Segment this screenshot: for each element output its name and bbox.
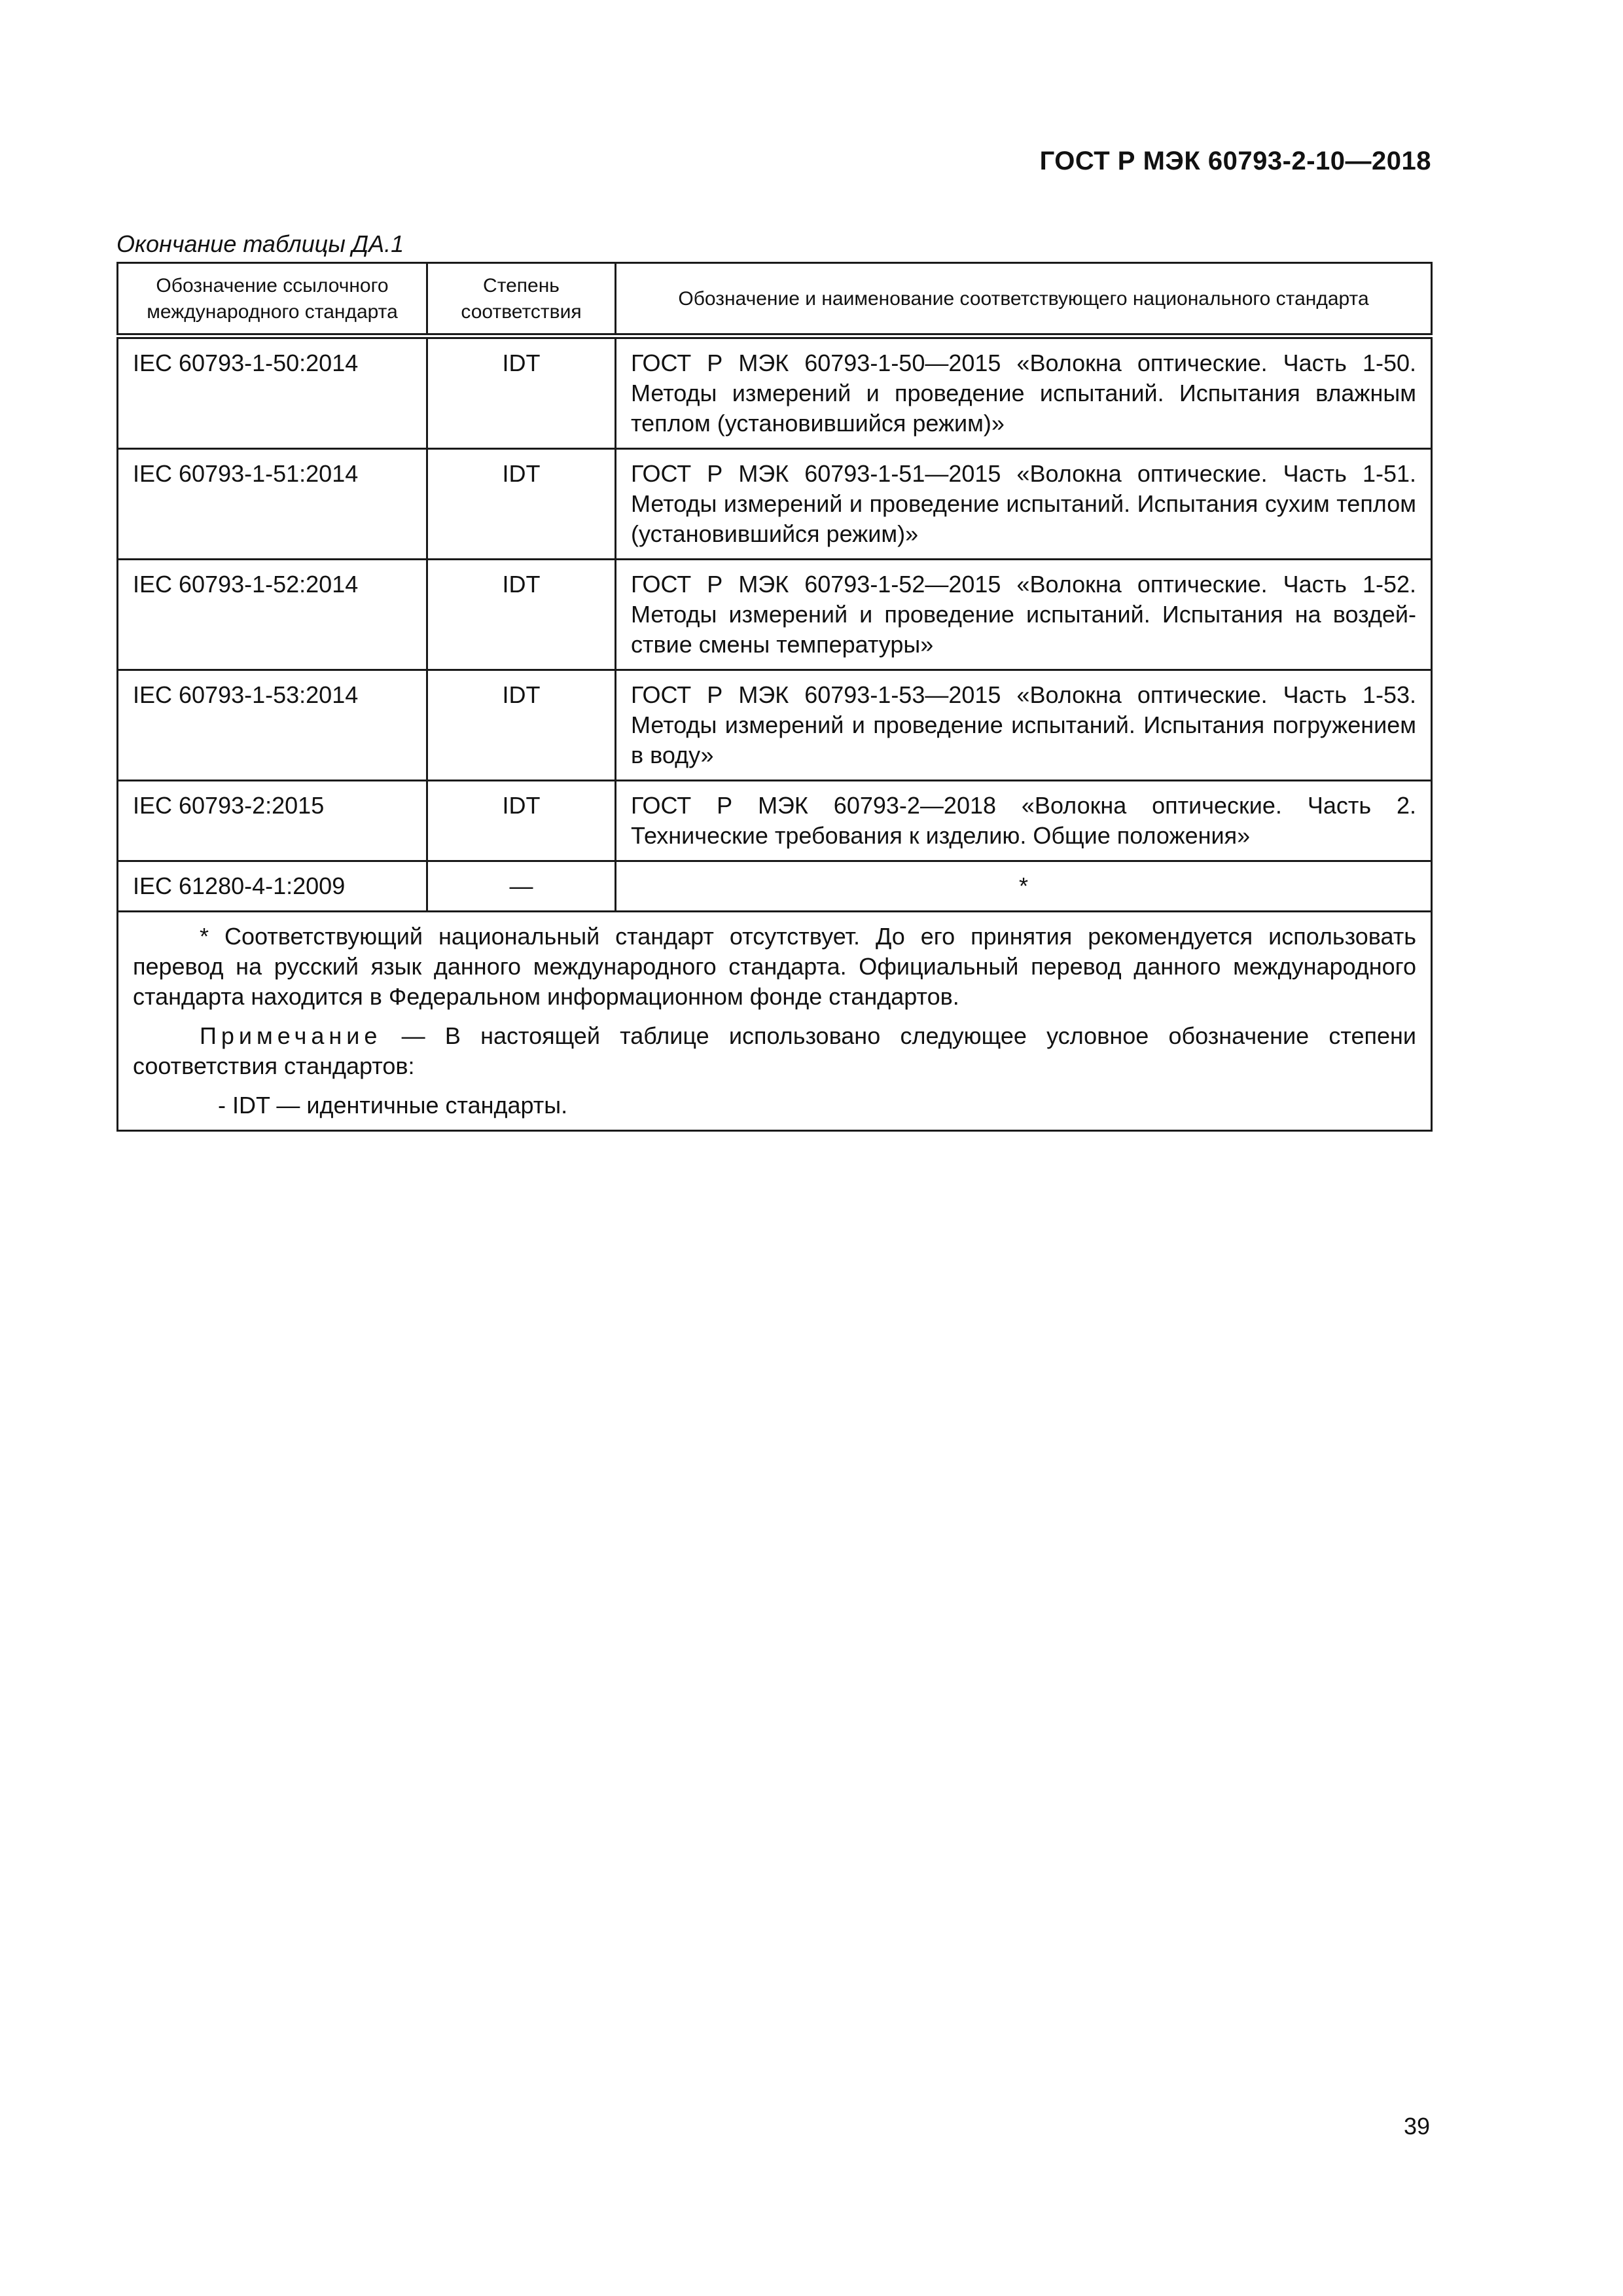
- note-text: — В настоящей таблице использовано следующее условное обозначение степени соответствия стандартов:: [133, 1022, 1416, 1079]
- national-standard-cell: ГОСТ Р МЭК 60793-1-51—2015 «Волокна оптические. Часть 1-51. Методы измерений и проведение испытаний. Испытания сухим теплом (установившийся режим)»: [616, 449, 1432, 560]
- degree-cell: IDT: [427, 781, 616, 861]
- note-label: Примечание: [200, 1022, 382, 1049]
- degree-cell: IDT: [427, 560, 616, 670]
- degree-cell: IDT: [427, 670, 616, 781]
- table-header-row: [118, 263, 1432, 336]
- table-row: [118, 670, 1432, 781]
- international-designation-cell: IEC 60793-1-53:2014: [118, 670, 427, 781]
- degree-cell: IDT: [427, 449, 616, 560]
- international-designation-cell: IEC 60793-1-51:2014: [118, 449, 427, 560]
- table-notes-row: [118, 912, 1432, 1131]
- international-designation-cell: IEC 60793-1-52:2014: [118, 560, 427, 670]
- degree-cell: —: [427, 861, 616, 912]
- national-standard-cell: ГОСТ Р МЭК 60793-1-52—2015 «Волокна оптические. Часть 1-52. Методы измерений и проведение испытаний. Испытания на воздействие смены температуры»: [616, 560, 1432, 670]
- table-row: [118, 861, 1432, 912]
- table-notes-cell: [118, 912, 1432, 1131]
- note-list-item: - IDT — идентичные стандарты.: [218, 1092, 568, 1119]
- international-designation-cell: IEC 60793-1-50:2014: [118, 336, 427, 449]
- table-row: [118, 560, 1432, 670]
- international-designation-cell: IEC 61280-4-1:2009: [118, 861, 427, 912]
- note-paragraph: [133, 1021, 1416, 1081]
- table-row: [118, 336, 1432, 449]
- degree-cell: IDT: [427, 336, 616, 449]
- document-code-header: ГОСТ Р МЭК 60793-2-10—2018: [1039, 147, 1431, 175]
- table-row: [118, 781, 1432, 861]
- table-row: [118, 449, 1432, 560]
- national-standard-cell: ГОСТ Р МЭК 60793-2—2018 «Волокна оптические. Часть 2. Технические требования к изделию. Общие положения»: [616, 781, 1432, 861]
- column-header-international-designation: Обозначение ссылочного международного стандарта: [118, 263, 427, 336]
- national-standard-cell: ГОСТ Р МЭК 60793-1-50—2015 «Волокна оптические. Часть 1-50. Методы измерений и проведение испытаний. Испытания влажным теплом (установившийся режим)»: [616, 336, 1432, 449]
- column-header-degree: Степень соответствия: [427, 263, 616, 336]
- national-standard-cell: *: [616, 861, 1432, 912]
- standards-table-container: [116, 262, 1431, 1132]
- national-standard-cell: ГОСТ Р МЭК 60793-1-53—2015 «Волокна оптические. Часть 1-53. Методы измерений и проведение испытаний. Испытания погружением в воду»: [616, 670, 1432, 781]
- table-caption: Окончание таблицы ДА.1: [116, 230, 404, 257]
- standards-correspondence-table: [116, 262, 1433, 1132]
- column-header-national-standard: Обозначение и наименование соответствующего национального стандарта: [616, 263, 1432, 336]
- footnote-text: * Соответствующий национальный стандарт отсутствует. До его принятия рекомендуется использовать перевод на русский язык данного международного стандарта. Официальный перевод данного международного стандарта находится в Федеральном информационном фонде стандартов.: [133, 923, 1416, 1010]
- international-designation-cell: IEC 60793-2:2015: [118, 781, 427, 861]
- page-number: 39: [1403, 2113, 1430, 2140]
